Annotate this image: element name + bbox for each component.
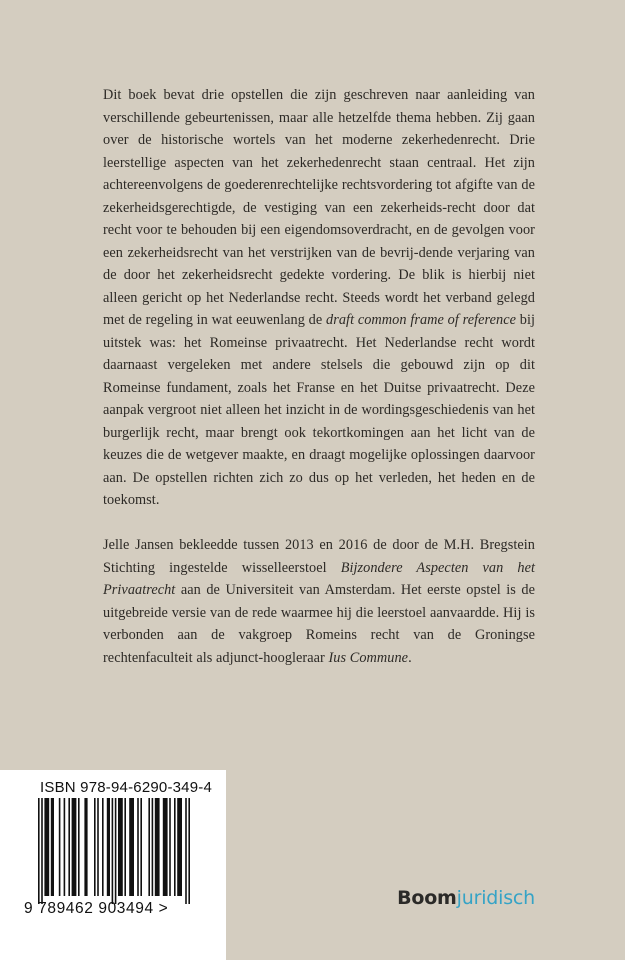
barcode-bar <box>68 798 70 896</box>
barcode-bar <box>129 798 134 896</box>
blurb-p2-italic-2: Ius Commune <box>328 649 409 666</box>
blurb-p2-text-3: . <box>408 649 412 666</box>
barcode-bar <box>102 798 104 896</box>
blurb-paragraph-2 <box>103 534 535 669</box>
blurb-p2-text-1: Jelle Jansen bekleedde tussen 2013 en 2016 de door de M.H. Bregstein Stichting ingestelde wisselleerstoel <box>103 537 535 576</box>
blurb-p1-text-1: Dit boek bevat drie opstellen die zijn geschreven naar aanleiding van verschillende gebeurtenissen, maar alle hetzelfde thema hebben. Zij gaan over de historische wortels van het moderne zekerhedenrecht. Drie leerstellige aspecten van het zekerhedenrecht staan centraal. Het zijn achtereenvolgens de goederenrechtelijke rechtsvordering tot afgifte van de zekerheidsgerechtigde, de vestiging van een zekerheids-recht door dat recht voor te behouden bij een eigendomsoverdracht, en de gevolgen voor een zekerheidsrecht van het verstrijken van de bevrij-dende verjaring van de door het zekerheidsrecht gedekte vordering. De blik is hierbij niet alleen gericht op het Nederlandse recht. Steeds wordt het verband gelegd met de regeling in wat eeuwenlang de <box>103 87 535 328</box>
barcode-bar <box>137 798 139 896</box>
barcode-bar <box>59 798 61 896</box>
publisher-logo <box>397 887 535 909</box>
barcode-bar <box>152 798 154 896</box>
barcode-digits: 9 789462 903494 > <box>24 900 169 917</box>
barcode-bar <box>94 798 96 896</box>
barcode-bar <box>41 798 43 904</box>
barcode-bar <box>115 798 117 904</box>
barcode-bar <box>177 798 182 896</box>
barcode-bar <box>163 798 168 896</box>
barcode-icon <box>28 798 200 906</box>
barcode-bar <box>44 798 49 896</box>
barcode-bar <box>78 798 80 896</box>
blurb-p1-text-2: bij uitstek was: het Romeinse privaatrecht. Het Nederlandse recht wordt daarnaast vergeleken met andere stelsels die gebouwd zijn op dit Romeinse fundament, zoals het Franse en het Duitse privaatrecht. Deze aanpak vergroot niet alleen het inzicht in de wordingsgeschiedenis van het burgerlijk recht, maar brengt ook tekortkomingen aan het licht van de keuzes die de wetgever maakte, en draagt mogelijke oplossingen daarvoor aan. De opstellen richten zich zo dus op het verleden, het heden en de toekomst. <box>103 312 535 508</box>
blurb-p1-italic-1: draft common frame of reference <box>326 312 516 328</box>
blurb-p2-text-2: aan de Universiteit van Amsterdam. Het eerste opstel is de uitgebreide versie van de rede waarmee hij die leerstoel aanvaardde. Hij is verbonden aan de vakgroep Romeins recht van de Groningse rechtenfaculteit als adjunct-hoogleraar <box>103 582 535 666</box>
barcode-bar <box>112 798 114 904</box>
barcode-bar <box>169 798 171 896</box>
blurb-p2-italic-1: Bijzondere Aspecten van het Privaatrecht <box>103 559 535 598</box>
barcode-bar <box>188 798 190 904</box>
barcode-bar <box>38 798 40 904</box>
barcode-panel <box>0 770 226 960</box>
barcode-bar <box>51 798 54 896</box>
back-cover-blurb <box>103 84 535 669</box>
barcode-bar <box>118 798 123 896</box>
publisher-logo-boom: Boom <box>397 887 457 909</box>
barcode-bar <box>155 798 160 896</box>
barcode-bar <box>72 798 77 896</box>
isbn-label: ISBN 978-94-6290-349-4 <box>40 779 213 796</box>
barcode-bar <box>97 798 99 896</box>
barcode-bar <box>84 798 87 896</box>
barcode-bar <box>174 798 176 896</box>
blurb-paragraph-1 <box>103 84 535 512</box>
barcode-bar <box>64 798 66 896</box>
barcode-bar <box>140 798 142 896</box>
barcode-bar <box>185 798 187 904</box>
barcode-bar <box>124 798 126 896</box>
barcode-bar <box>107 798 110 896</box>
publisher-logo-juridisch: juridisch <box>456 887 535 909</box>
barcode-bar <box>148 798 150 896</box>
